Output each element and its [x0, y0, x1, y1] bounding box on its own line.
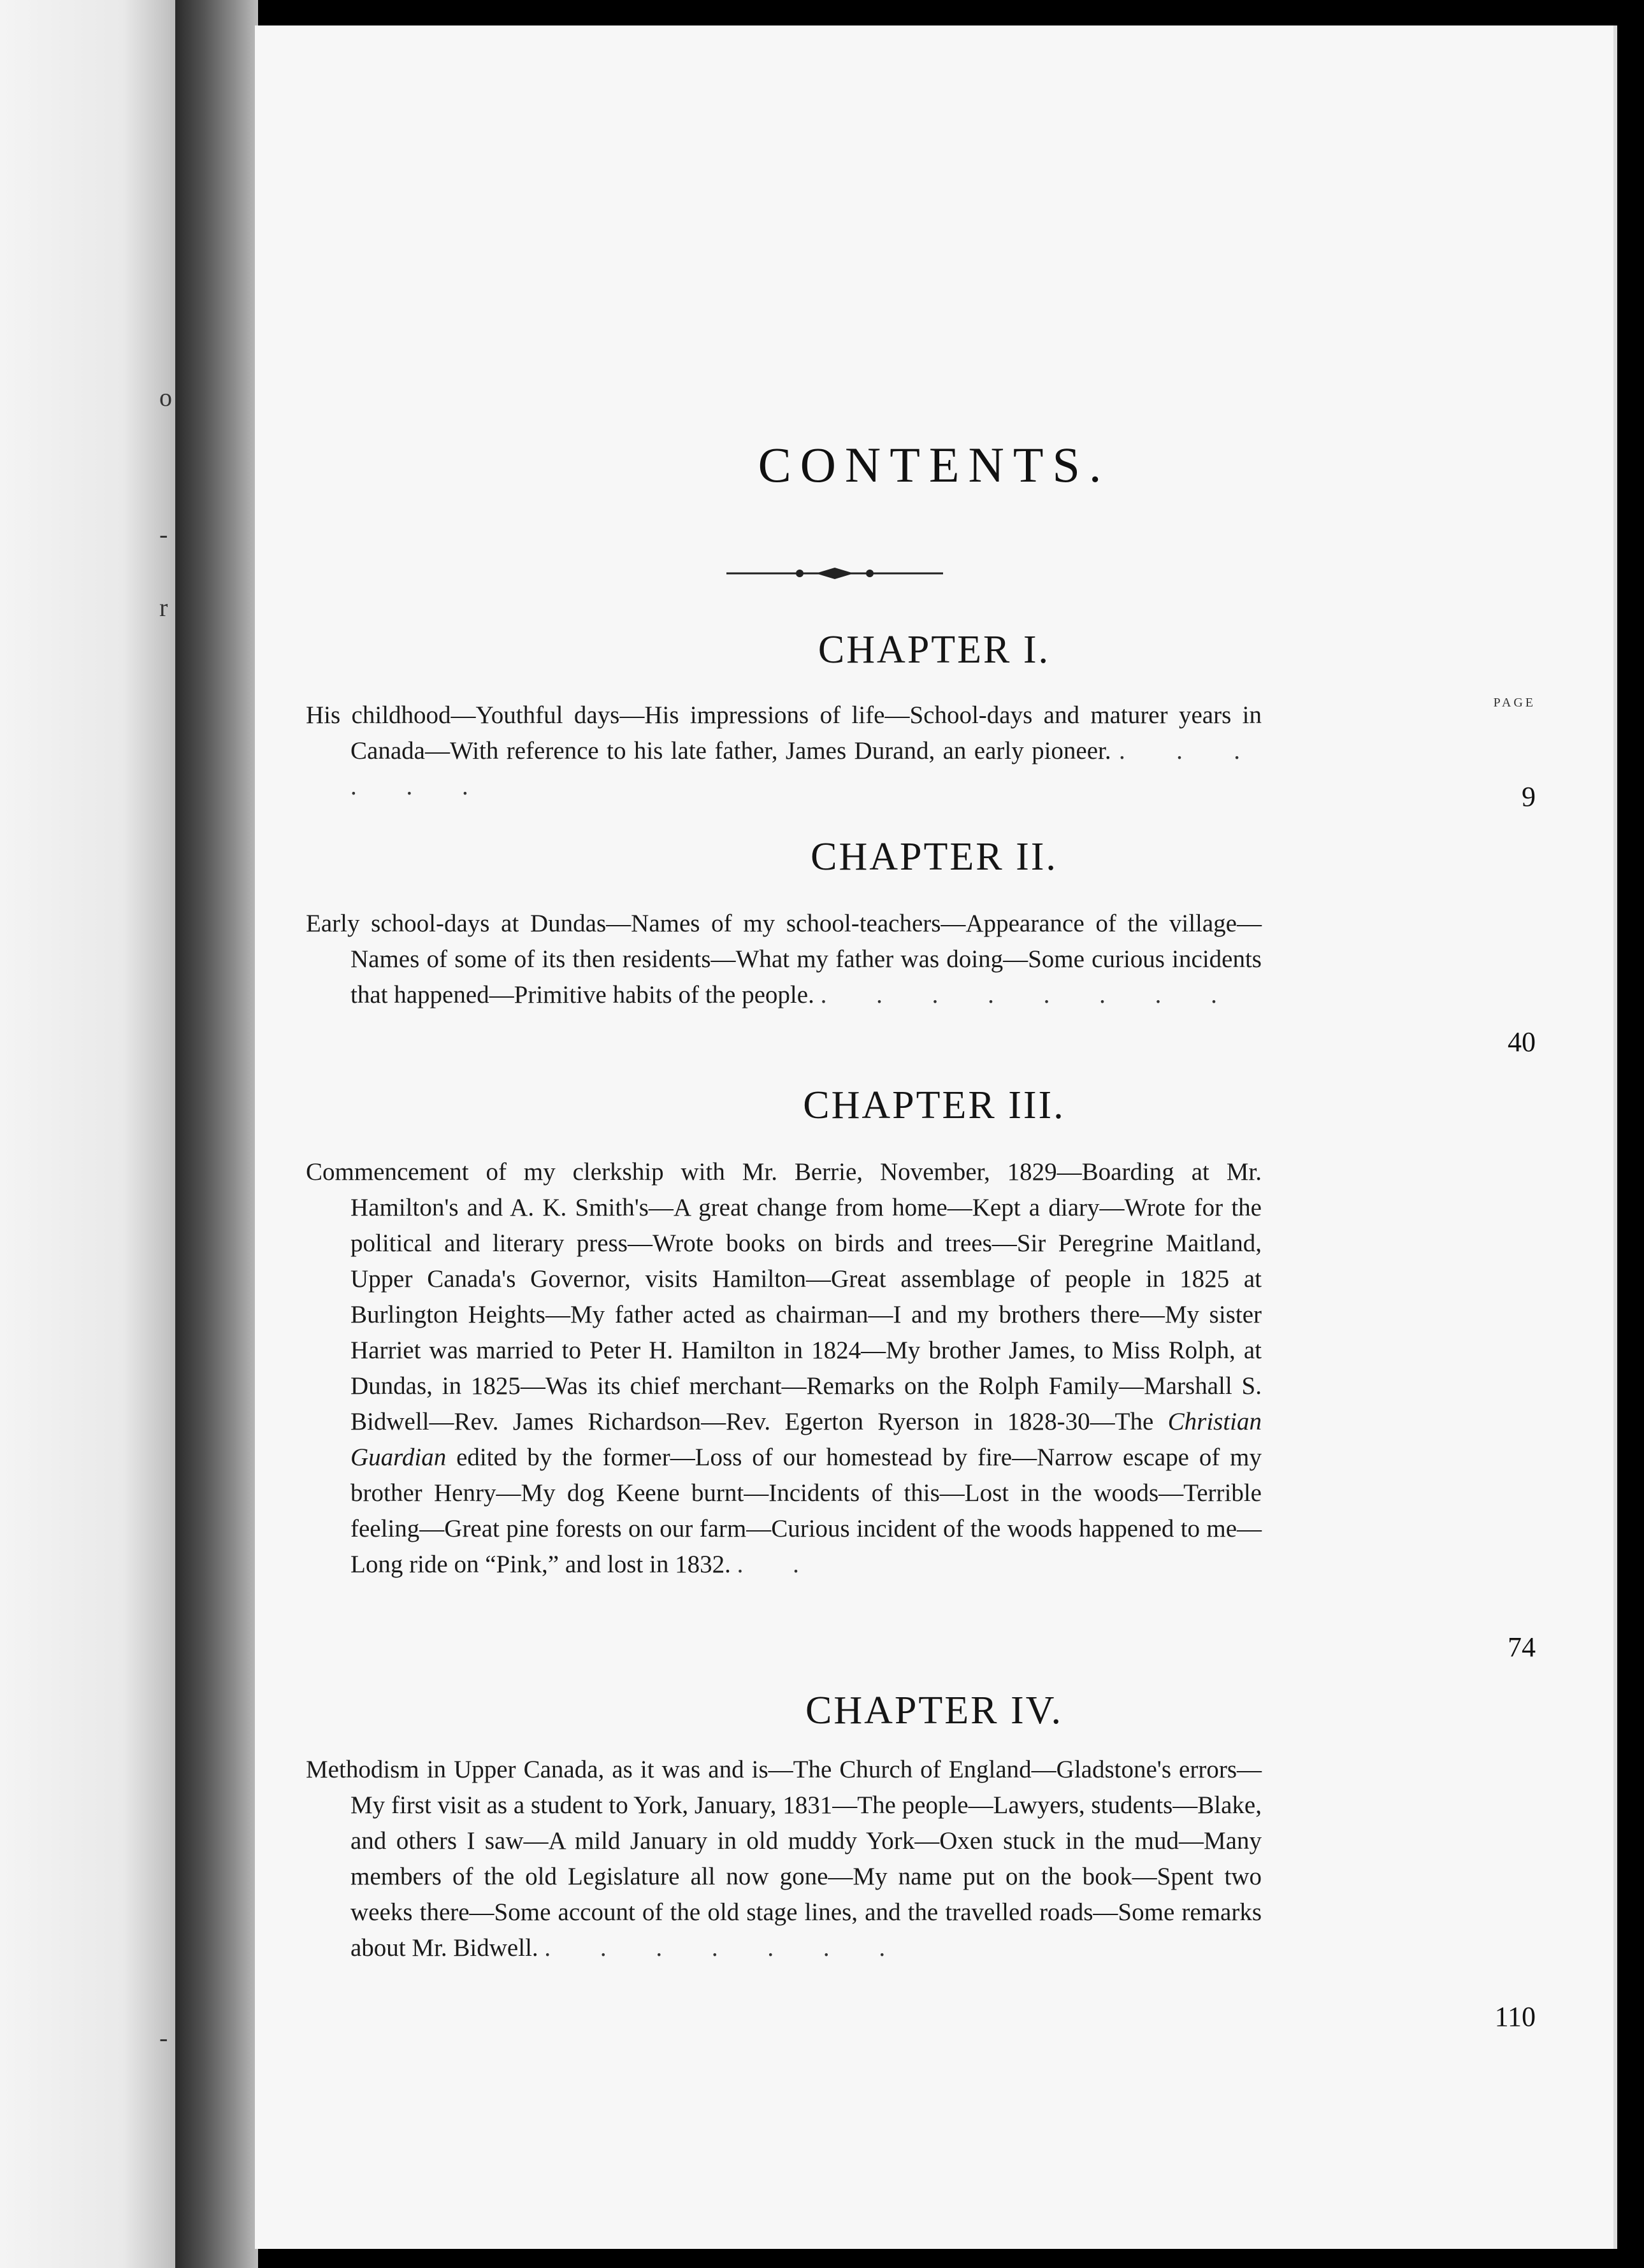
page-column-label: PAGE [1493, 696, 1536, 710]
page-number: 110 [1494, 2001, 1536, 2032]
dot-leader: . . . . . . [350, 737, 1262, 800]
chapter-heading: CHAPTER I. [818, 628, 1051, 671]
page-number: 40 [1508, 1026, 1536, 1058]
dot-leader: . . . . . . . . [820, 981, 1239, 1008]
chapter-heading: CHAPTER IV. [805, 1689, 1063, 1732]
chapter-summary [306, 1154, 1262, 1583]
margin-mark: - [159, 520, 168, 549]
chapter-heading: CHAPTER II. [811, 835, 1058, 879]
chapter-summary-text: Early school-days at Dundas—Names of my school-teachers—Appearance of the village—Names of some of its then residents—What my father was doing—Some curious incidents that happened—Primitive habits of the people. [306, 910, 1262, 1008]
ornament-rule-icon [726, 566, 943, 581]
page-title: CONTENTS. [758, 437, 1111, 492]
chapter-summary-text: Methodism in Upper Canada, as it was and is—The Church of England—Gladstone's errors—My first visit as a student to York, January, 1831—The people—Lawyers, students—Blake, and others I saw—A mild January in old muddy York—Oxen stuck in the mud—Many members of the old Legislature all now gone—My name put on the book—Spent two weeks there—Some account of the old stage lines, and the travelled roads—Some remarks about Mr. Bidwell. [306, 1756, 1262, 1962]
chapter-summary [306, 1752, 1262, 1966]
book-gutter [175, 0, 258, 2268]
margin-mark: r [159, 593, 168, 622]
margin-mark: o [159, 383, 172, 412]
dot-leader: . . . . . . . [544, 1934, 907, 1962]
margin-mark: - [159, 2023, 168, 2052]
chapter-heading: CHAPTER III. [803, 1084, 1065, 1127]
chapter-summary [306, 906, 1262, 1013]
chapter-summary-text: His childhood—Youthful days—His impressions of life—School-days and maturer years in Canada—With reference to his late father, James Durand, an early pioneer. [306, 701, 1262, 764]
chapter-summary-text: Commencement of my clerkship with Mr. Berrie, November, 1829—Boarding at Mr. Hamilton's and A. K. Smith's—A great change from home—Kept a diary—Wrote for the political and literary press—Wrote books on birds and trees—Sir Peregrine Maitland, Upper Canada's Governor, visits Hamilton—Great assemblage of people in 1825 at Burlington Heights—My father acted as chairman—I and my brothers there—My sister Harriet was married to Peter H. Hamilton in 1824—My brother James, to Miss Rolph, at Dundas, in 1825—Was its chief merchant—Remarks on the Rolph Family—Marshall S. Bidwell—Rev. James Richardson—Rev. Egerton Ryerson in 1828-30—The [306, 1158, 1262, 1435]
dot-leader: . . [737, 1551, 821, 1578]
chapter-summary-text: edited by the former—Loss of our homestead by fire—Narrow escape of my brother Henry—My dog Keene burnt—Incidents of this—Lost in the woods—Terrible feeling—Great pine forests on our farm—Curious incident of the woods happened to me—Long ride on “Pink,” and lost in 1832. [350, 1444, 1262, 1578]
left-page-edge [0, 0, 175, 2268]
page-number: 74 [1508, 1632, 1536, 1663]
chapter-summary [306, 698, 1262, 805]
contents-page [255, 25, 1617, 2249]
page-number: 9 [1522, 781, 1536, 812]
newspaper-title: Christian Guardian [350, 1408, 1262, 1471]
